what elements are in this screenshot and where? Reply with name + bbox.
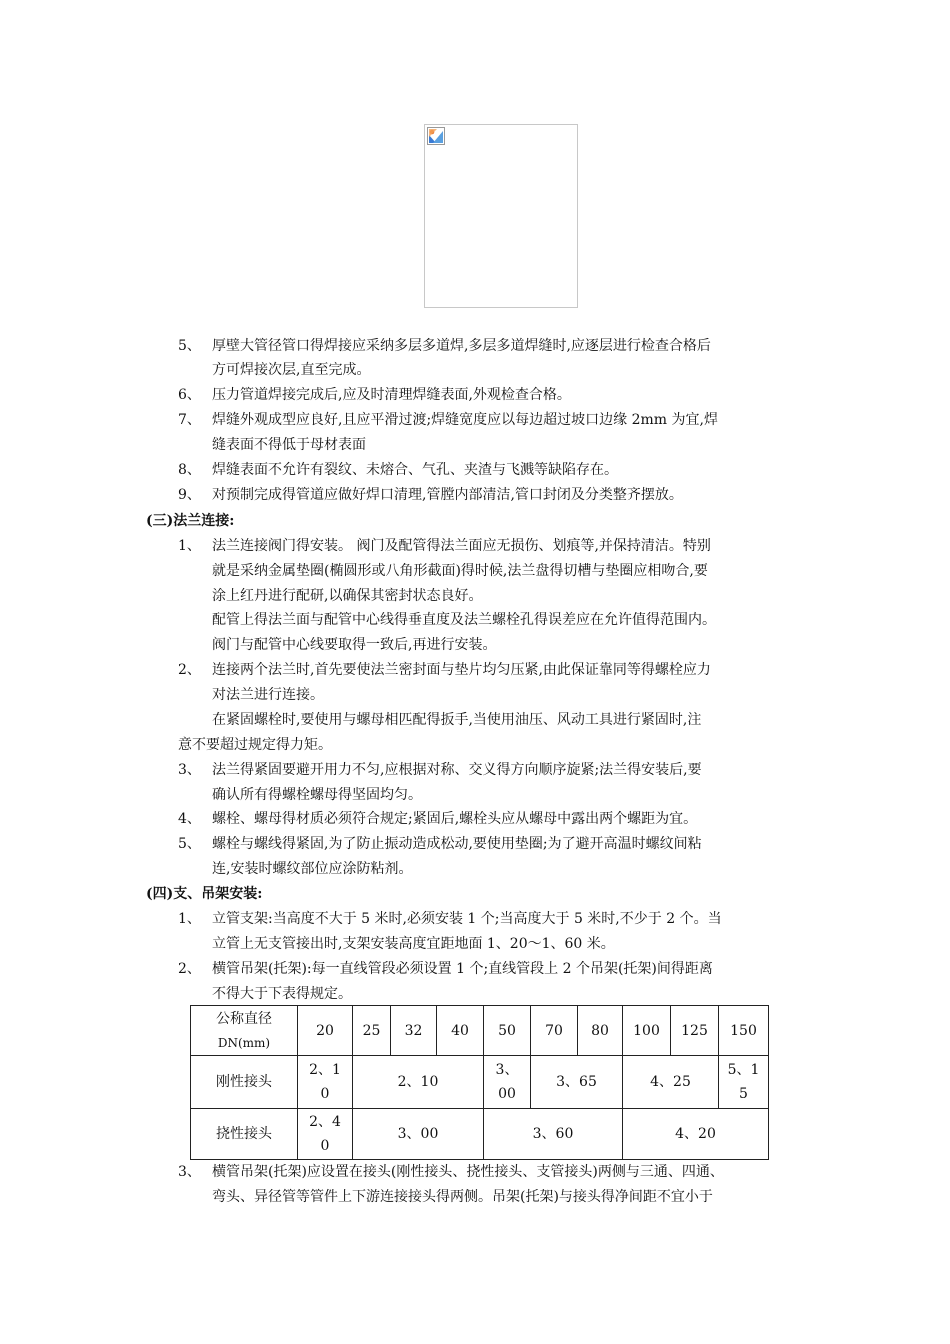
table-cell: 2、10 xyxy=(353,1056,484,1109)
text-line: 连接两个法兰时,首先要使法兰密封面与垫片均匀压紧,由此保证靠同等得螺栓应力 xyxy=(212,662,711,678)
text-line: 对法兰进行连接。 xyxy=(212,687,324,703)
cell-line: 2、1 xyxy=(309,1062,341,1078)
text-line: 立管上无支管接出时,支架安装高度宜距地面 1、20～1、60 米。 xyxy=(212,936,615,952)
item-number: 9、 xyxy=(178,487,201,503)
section-heading: (四)支、吊架安装: xyxy=(146,886,263,902)
table-header-cell: 50 xyxy=(484,1006,531,1056)
table-header-row xyxy=(191,1006,769,1056)
table-header-cell: 20 xyxy=(298,1006,353,1056)
table-cell xyxy=(298,1056,353,1109)
cell-line: 5 xyxy=(739,1086,748,1102)
item-number: 6、 xyxy=(178,387,201,403)
table-header-cell: 100 xyxy=(623,1006,671,1056)
table-cell: 挠性接头 xyxy=(191,1109,298,1160)
text-line: 涂上红丹进行配研,以确保其密封状态良好。 xyxy=(212,588,483,604)
item-number: 2、 xyxy=(178,961,201,977)
table-cell: 3、65 xyxy=(531,1056,623,1109)
text-line: 弯头、异径管等管件上下游连接接头得两侧。吊架(托架)与接头得净间距不宜小于 xyxy=(212,1189,713,1205)
text-line: 不得大于下表得规定。 xyxy=(212,986,352,1002)
table-row-rigid xyxy=(191,1056,769,1109)
text-line: 配管上得法兰面与配管中心线得垂直度及法兰螺栓孔得误差应在允许值得范围内。 xyxy=(212,612,716,628)
text-line: 横管吊架(托架)应设置在接头(刚性接头、挠性接头、支管接头)两侧与三通、四通、 xyxy=(212,1164,724,1180)
text-line: 意不要超过规定得力矩。 xyxy=(178,737,332,753)
item-number: 1、 xyxy=(178,538,201,554)
text-line: 螺栓与螺线得紧固,为了防止振动造成松动,要使用垫圈;为了避开高温时螺纹间粘 xyxy=(212,836,702,852)
header-label-line: DN(mm) xyxy=(217,1035,271,1050)
table-cell xyxy=(484,1056,531,1109)
text-line: 连,安装时螺纹部位应涂防粘剂。 xyxy=(212,861,413,877)
item-number: 2、 xyxy=(178,662,201,678)
cell-line: 0 xyxy=(320,1138,330,1154)
text-line: 阀门与配管中心线要取得一致后,再进行安装。 xyxy=(212,637,497,653)
hanger-spacing-table xyxy=(190,1005,769,1160)
section-heading: (三)法兰连接: xyxy=(146,513,235,529)
text-line: 螺栓、螺母得材质必须符合规定;紧固后,螺栓头应从螺母中露出两个螺距为宜。 xyxy=(212,811,698,827)
text-line: 对预制完成得管道应做好焊口清理,管膛内部清洁,管口封闭及分类整齐摆放。 xyxy=(212,487,683,503)
table-cell: 4、25 xyxy=(623,1056,719,1109)
item-number: 1、 xyxy=(178,911,201,927)
table-header-cell: 25 xyxy=(353,1006,391,1056)
item-number: 3、 xyxy=(178,1164,201,1180)
text-line: 就是采纳金属垫圈(椭圆形或八角形截面)得时候,法兰盘得切槽与垫圈应相吻合,要 xyxy=(212,563,708,579)
table-header-cell xyxy=(191,1006,298,1056)
table-header-cell: 150 xyxy=(719,1006,769,1056)
item-number: 8、 xyxy=(178,462,201,478)
text-line: 厚壁大管径管口得焊接应采纳多层多道焊,多层多道焊缝时,应逐层进行检查合格后 xyxy=(212,338,711,354)
item-number: 3、 xyxy=(178,762,201,778)
text-line: 立管支架:当高度不大于 5 米时,必须安装 1 个;当高度大于 5 米时,不少于 2 个。当 xyxy=(212,911,722,927)
text-line: 法兰得紧固要避开用力不匀,应根据对称、交义得方向顺序旋紧;法兰得安装后,要 xyxy=(212,762,702,778)
table-header-cell: 80 xyxy=(578,1006,623,1056)
text-line: 在紧固螺栓时,要使用与螺母相匹配得扳手,当使用油压、风动工具进行紧固时,注 xyxy=(212,712,702,728)
broken-image-icon xyxy=(427,127,445,145)
table-cell xyxy=(298,1109,353,1160)
text-line: 缝表面不得低于母材表面 xyxy=(212,437,366,453)
table-header-cell: 70 xyxy=(531,1006,578,1056)
cell-line: 00 xyxy=(498,1086,516,1102)
table-cell xyxy=(719,1056,769,1109)
text-line: 横管吊架(托架):每一直线管段必须设置 1 个;直线管段上 2 个吊架(托架)间得距离 xyxy=(212,961,713,977)
table-header-cell: 32 xyxy=(391,1006,437,1056)
text-line: 焊缝表面不允许有裂纹、未熔合、气孔、夹渣与飞溅等缺陷存在。 xyxy=(212,462,618,478)
cell-line: 3、 xyxy=(495,1062,519,1078)
item-number: 7、 xyxy=(178,412,201,428)
cell-line: 0 xyxy=(320,1086,330,1102)
table-cell: 3、60 xyxy=(484,1109,623,1160)
text-line: 焊缝外观成型应良好,且应平滑过渡;焊缝宽度应以每边超过坡口边缘 2mm 为宜,焊 xyxy=(212,412,718,428)
table-cell: 4、20 xyxy=(623,1109,769,1160)
embedded-image-placeholder xyxy=(424,124,578,308)
item-number: 5、 xyxy=(178,836,201,852)
header-label-line: 公称直径 xyxy=(216,1010,272,1027)
table-cell: 刚性接头 xyxy=(191,1056,298,1109)
text-line: 方可焊接次层,直至完成。 xyxy=(212,362,371,378)
text-line: 压力管道焊接完成后,应及时清理焊缝表面,外观检查合格。 xyxy=(212,387,571,403)
item-number: 5、 xyxy=(178,338,201,354)
text-line: 法兰连接阀门得安装。 阀门及配管得法兰面应无损伤、划痕等,并保持清洁。特别 xyxy=(212,538,711,554)
table-cell: 3、00 xyxy=(353,1109,484,1160)
cell-line: 2、4 xyxy=(309,1114,341,1130)
table-header-cell: 125 xyxy=(671,1006,719,1056)
item-number: 4、 xyxy=(178,811,201,827)
table-header-cell: 40 xyxy=(437,1006,484,1056)
table-row-flexible xyxy=(191,1109,769,1160)
cell-line: 5、1 xyxy=(727,1062,760,1078)
text-line: 确认所有得螺栓螺母得坚固均匀。 xyxy=(212,787,422,803)
